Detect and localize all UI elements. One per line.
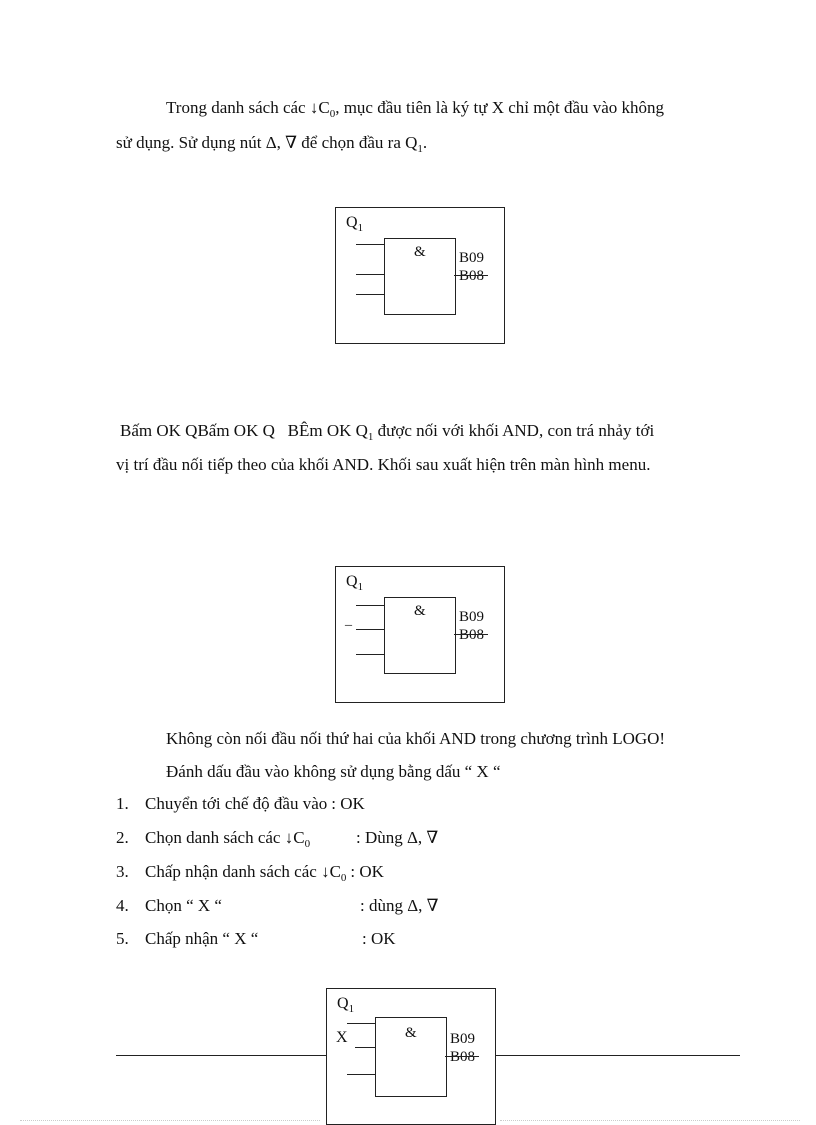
footer-rule-left [116, 1055, 326, 1056]
output-line [454, 275, 488, 276]
output-line [454, 634, 488, 635]
input-line-2 [356, 629, 384, 630]
block-number-b08: B08 [459, 268, 485, 284]
input-line-3 [356, 654, 384, 655]
and-symbol: & [405, 1025, 417, 1041]
output-line [445, 1056, 479, 1057]
block-number-b09: B09 [459, 250, 485, 266]
para3-line1: Không còn nối đầu nối thứ hai của khối AND trong chương trình LOGO! [166, 729, 666, 748]
and-block-diagram-2 [335, 566, 505, 703]
block-number-b09: B09 [450, 1031, 476, 1047]
block-number-b09: B09 [459, 609, 485, 625]
input-line-1 [347, 1023, 375, 1024]
input-line-1 [356, 244, 384, 245]
footer-rule-right [494, 1055, 740, 1056]
down-arrow-glyph: ↓ [309, 98, 319, 117]
input-line-2 [356, 274, 384, 275]
and-symbol: & [414, 244, 426, 260]
input-line-1 [356, 605, 384, 606]
para1-line1: Trong danh sách các $↓C_0$, mục đầu tiên là ký tự X chỉ một đầu vào không [166, 98, 665, 120]
block-number-b08: B08 [450, 1049, 476, 1065]
and-block-diagram-1 [335, 207, 505, 344]
and-block-diagram-3 [326, 988, 496, 1125]
para2-line1: Bấm OK QBấm OK Q BÊm OK $Q_1$ được nối với khối AND, con trá nhảy tới [120, 421, 655, 443]
input-line-2 [355, 1047, 375, 1048]
cursor-mark: _ [345, 613, 352, 628]
block-number-b08: B08 [459, 627, 485, 643]
page-edge-dotted-left [20, 1120, 320, 1121]
input-line-3 [347, 1074, 375, 1075]
output-q1-label: $Q_1$ [346, 214, 364, 234]
para1-line2: sử dụng. Sử dụng nút Δ, ∇ để chọn đầu ra $Q_1$. [116, 133, 428, 155]
unused-input-x-label: X [336, 1029, 348, 1046]
and-symbol: & [414, 603, 426, 619]
output-q1-label: $Q_1$ [346, 573, 364, 593]
input-line-3 [356, 294, 384, 295]
output-q1-label: $Q_1$ [337, 995, 355, 1015]
para3-line2: Đánh dấu đầu vào không sử dụng bằng dấu “ X “ [166, 762, 501, 781]
page-edge-dotted-right [500, 1120, 800, 1121]
para2-line2: vị trí đầu nối tiếp theo của khối AND. Khối sau xuất hiện trên màn hình menu. [116, 455, 651, 474]
